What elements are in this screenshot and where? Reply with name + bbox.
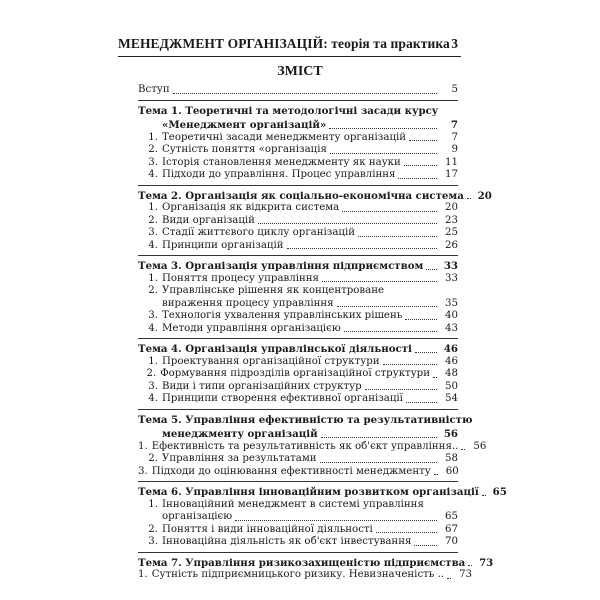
toc-item-number: 2. (148, 453, 158, 464)
toc-item-title: Проектування організаційної структури (162, 355, 380, 367)
toc-item-title: Принципи організацій (162, 239, 284, 251)
topic-separator (138, 100, 458, 101)
running-header (118, 36, 461, 57)
toc-item-row (138, 368, 458, 381)
toc-leader (235, 520, 437, 521)
toc-page-number: 26 (445, 239, 458, 251)
toc-leader (321, 437, 437, 438)
toc-leader (404, 165, 437, 166)
toc-page-number: 46 (443, 343, 458, 355)
toc-item-row (138, 323, 458, 336)
toc-page-number: 35 (445, 297, 458, 309)
toc-item-row (138, 169, 458, 182)
toc-page-number: 70 (445, 536, 458, 547)
toc-item-number: 2. (146, 368, 157, 379)
toc-item-title: Методи управління організацією (162, 322, 341, 334)
toc-topic-title: менеджменту організацій (162, 428, 318, 440)
toc-page-number: 40 (445, 310, 458, 321)
toc-leader (433, 377, 437, 378)
toc-leader (320, 462, 437, 463)
toc-item-row (138, 453, 458, 466)
toc-item-title: Види і типи організаційних структур (162, 380, 362, 392)
toc-item-row (138, 499, 458, 512)
toc-item-title: Інноваційний менеджмент в системі управління (162, 498, 424, 510)
toc-topic-title: Тема 2. Організація як соціально-економічна система (138, 189, 464, 202)
toc-page-number: 9 (451, 144, 458, 155)
toc-page-number: 65 (492, 486, 507, 498)
toc-item-title: Ефективність та результативність як об'єкт управління.. (151, 440, 459, 452)
toc-item-title: Організація як відкрита система (162, 202, 340, 213)
toc-topic-title: «Менеджмент організацій» (162, 119, 327, 131)
toc-item-row (138, 466, 458, 479)
toc-item-title: вираження процесу управління (162, 297, 334, 309)
toc-item-row (138, 202, 458, 215)
toc-item-title: Технологія ухвалення управлінських рішень (162, 310, 403, 321)
toc-item-row (138, 511, 458, 524)
toc-item-row (138, 524, 458, 537)
toc-topic-row (138, 556, 494, 570)
toc-page-number: 17 (445, 169, 458, 180)
toc-item-title: Поняття і види інноваційної діяльності (162, 523, 373, 535)
toc-intro-text: Вступ (138, 84, 170, 95)
toc-item-number: 3. (148, 156, 158, 168)
header-title (118, 36, 450, 52)
toc-leader (482, 495, 486, 496)
toc-leader (344, 331, 437, 332)
topic-separator (138, 552, 458, 553)
toc-item-row (138, 157, 458, 170)
toc-leader (365, 389, 437, 390)
toc-item-number: 1. (148, 202, 158, 213)
toc-leader (415, 352, 437, 353)
topic-separator (138, 409, 458, 410)
topic-separator (138, 481, 458, 482)
toc-item-number: 2. (148, 144, 158, 155)
toc-intro-row (138, 84, 458, 97)
toc-item-number: 4. (148, 239, 158, 251)
toc-item-number: 4. (148, 393, 158, 404)
toc-item-row (138, 227, 458, 240)
toc-page-number: 73 (479, 556, 494, 569)
toc-page-number: 67 (445, 523, 458, 535)
toc-page-number: 46 (445, 355, 458, 367)
toc-item-row (138, 356, 458, 369)
toc-item-title: Сутність підприємницького ризику. Невизначеність .. (151, 569, 445, 580)
toc-item-row (138, 536, 458, 549)
toc-topic-title: Тема 6. Управління інноваційним розвитком організації (138, 486, 479, 498)
toc-item-row (138, 215, 458, 228)
toc-item-number: 3. (148, 310, 158, 321)
page-number: 3 (451, 36, 458, 51)
toc-item-title: Види організацій (162, 214, 255, 226)
toc-item-number: 3. (148, 380, 158, 392)
toc-topic-row (138, 105, 458, 118)
toc-item-number: 2. (148, 285, 158, 296)
toc-leader (468, 565, 472, 566)
toc-topic-title: Тема 4. Організація управлінської діяльності (138, 343, 412, 355)
toc-item-row (138, 298, 458, 311)
toc-item-title: Принципи створення ефективної організації (162, 393, 403, 404)
toc-item-title: Поняття процесу управління (162, 272, 319, 284)
toc-item-number: 1. (148, 272, 158, 284)
toc-page-number: 50 (445, 380, 458, 392)
toc-leader (426, 269, 437, 270)
toc-item-number: 4. (148, 322, 158, 334)
toc-item-row (138, 381, 458, 394)
toc-page-number: 56 (473, 440, 487, 452)
toc-topic-row (138, 413, 473, 427)
toc-item-title: Формування підрозділів організаційної структури (160, 368, 430, 379)
toc-page-number: 20 (477, 189, 492, 202)
toc-page-number: 58 (445, 453, 458, 464)
toc-topic-title: Тема 1. Теоретичні та методологічні засади курсу (138, 104, 439, 117)
toc-leader (467, 198, 471, 199)
toc-leader (406, 402, 437, 403)
toc-topic-title: Тема 5. Управління ефективністю та результативністю (138, 413, 473, 426)
toc-leader (337, 306, 437, 307)
toc-topic-row (138, 486, 507, 499)
toc-topic-row (138, 189, 492, 203)
header-title-sub: теорія та практика (327, 36, 450, 51)
toc-item-title: Управлінське рішення як концентроване (162, 285, 385, 296)
toc-item-title: Інноваційна діяльність як об'єкт інвестування (162, 536, 412, 547)
toc-heading: ЗМІСТ (277, 64, 323, 79)
toc-page-number: 54 (445, 393, 458, 404)
toc-item-title: Стадії життєвого циклу організацій (162, 227, 356, 238)
toc-leader (461, 449, 465, 450)
toc-leader (342, 211, 437, 212)
header-title-main: МЕНЕДЖМЕНТ ОРГАНІЗАЦІЙ: (118, 36, 328, 51)
toc-item-row (138, 569, 473, 582)
toc-item-row (138, 132, 458, 145)
toc-item-row (138, 144, 458, 157)
toc-page-number: 56 (443, 428, 458, 440)
toc-page-number: 7 (450, 119, 458, 131)
toc-item-row (138, 440, 487, 454)
table-of-contents (138, 84, 507, 582)
toc-leader (405, 319, 437, 320)
toc-item-title: Управління за результатами (162, 453, 317, 464)
toc-item-row (138, 240, 458, 253)
toc-leader (358, 236, 437, 237)
toc-item-number: 1. (148, 498, 158, 510)
toc-page-number: 60 (445, 465, 459, 477)
toc-leader (329, 128, 437, 129)
toc-leader (376, 532, 437, 533)
toc-intro-page: 5 (451, 84, 458, 95)
toc-item-title: Підходи до оцінювання ефективності менеджменту (151, 465, 431, 477)
topic-separator (138, 338, 458, 339)
toc-item-title: Теоретичні засади менеджменту організацій (162, 131, 407, 143)
toc-page-number: 7 (451, 131, 458, 143)
toc-leader (398, 178, 437, 179)
toc-item-number: 1. (148, 131, 158, 143)
toc-item-number: 3. (148, 227, 158, 238)
toc-leader (409, 140, 437, 141)
toc-page-number: 20 (445, 202, 458, 213)
toc-page-number: 11 (445, 156, 458, 168)
toc-item-title: Сутність поняття «організація (162, 144, 327, 155)
toc-item-row (138, 285, 458, 298)
toc-item-row (138, 310, 458, 323)
toc-item-number: 3. (148, 536, 158, 547)
toc-item-number: 3. (138, 465, 148, 477)
toc-leader (287, 248, 438, 249)
toc-leader (330, 153, 437, 154)
toc-item-number: 1. (148, 355, 158, 367)
toc-leader (414, 545, 437, 546)
topic-separator (138, 255, 458, 256)
toc-page-number: 73 (459, 569, 473, 580)
toc-item-number: 4. (148, 169, 158, 180)
toc-leader (173, 93, 437, 94)
toc-leader (322, 281, 437, 282)
toc-item-row (138, 393, 458, 406)
toc-topic-row (138, 343, 458, 356)
toc-page-number: 48 (445, 368, 458, 379)
toc-topic-row (138, 428, 458, 441)
toc-leader (258, 223, 437, 224)
toc-topic-title: Тема 7. Управління ризикозахищеністю підприємства (138, 556, 466, 569)
toc-leader (383, 364, 437, 365)
toc-item-number: 2. (148, 214, 158, 226)
toc-page-number: 65 (445, 511, 458, 522)
toc-item-number: 1. (138, 569, 148, 580)
toc-item-title: організацією (162, 511, 233, 522)
toc-item-title: Історія становлення менеджменту як науки (162, 156, 401, 168)
toc-topic-row (138, 119, 458, 132)
toc-topic-title: Тема 3. Організація управління підприємством (138, 260, 424, 272)
toc-page-number: 43 (445, 322, 458, 334)
toc-leader (447, 578, 451, 579)
toc-item-row (138, 273, 458, 286)
toc-item-title: Підходи до управління. Процес управління (162, 169, 396, 180)
toc-page-number: 23 (445, 214, 458, 226)
toc-item-number: 1. (138, 440, 148, 452)
toc-topic-row (138, 260, 458, 273)
toc-page-number: 25 (445, 227, 458, 238)
topic-separator (138, 185, 458, 186)
toc-page-number: 33 (443, 260, 458, 272)
toc-leader (434, 474, 438, 475)
toc-item-number: 2. (148, 523, 158, 535)
toc-page-number: 33 (445, 272, 458, 284)
